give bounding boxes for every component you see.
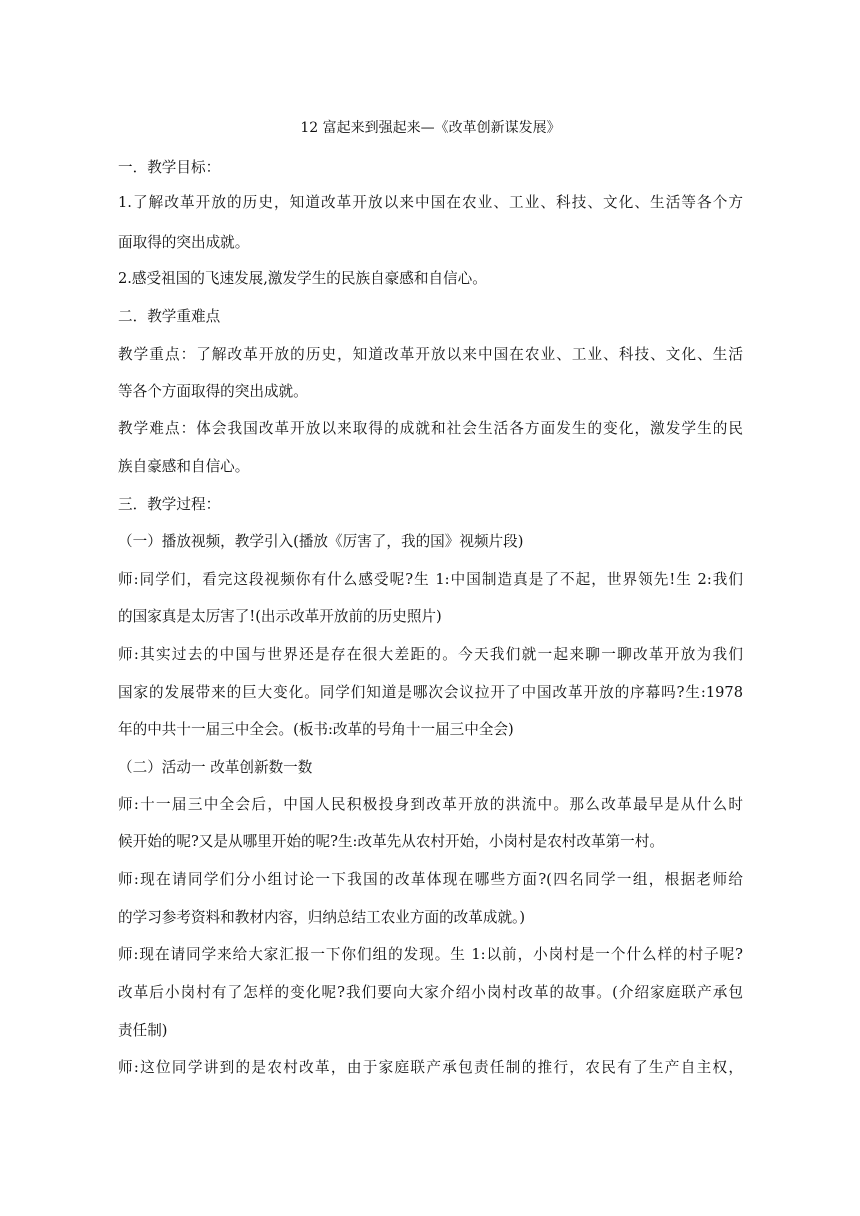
paragraph-line: 国家的发展带来的巨大变化。同学们知道是哪次会议拉开了中国改革开放的序幕吗?生:1978 bbox=[118, 684, 743, 701]
paragraph-line: 的学习参考资料和教材内容，归纳总结工农业方面的改革成就。) bbox=[118, 909, 526, 926]
paragraph-line: 等各个方面取得的突出成就。 bbox=[118, 383, 308, 400]
paragraph-line: 改革后小岗村有了怎样的变化呢?我们要向大家介绍小岗村改革的故事。(介绍家庭联产承包 bbox=[118, 984, 743, 1001]
paragraph-line: 的国家真是太厉害了!(出示改革开放前的历史照片) bbox=[118, 608, 442, 625]
document-title: 12 富起来到强起来—《改革创新谋发展》 bbox=[300, 120, 561, 136]
paragraph-line: 师:现在请同学来给大家汇报一下你们组的发现。生 1:以前，小岗村是一个什么样的村子呢? bbox=[118, 946, 743, 963]
paragraph-line: 教学难点：体会我国改革开放以来取得的成就和社会生活各方面发生的变化，激发学生的民 bbox=[118, 420, 743, 437]
heading-process: 三．教学过程： bbox=[118, 496, 221, 513]
paragraph-line: 族自豪感和自信心。 bbox=[118, 458, 250, 475]
heading-key-points: 二．教学重难点 bbox=[118, 308, 221, 325]
paragraph-line: 师:同学们，看完这段视频你有什么感受呢?生 1:中国制造真是了不起，世界领先!生 2:我们 bbox=[118, 571, 743, 588]
paragraph-line: 候开始的呢?又是从哪里开始的呢?生:改革先从农村开始，小岗村是农村改革第一村。 bbox=[118, 833, 664, 850]
paragraph-line: 1.了解改革开放的历史，知道改革开放以来中国在农业、工业、科技、文化、生活等各个方 bbox=[118, 194, 743, 211]
paragraph-line: 师:十一届三中全会后，中国人民积极投身到改革开放的洪流中。那么改革最早是从什么时 bbox=[118, 796, 743, 813]
paragraph-line: 2.感受祖国的飞速发展,激发学生的民族自豪感和自信心。 bbox=[118, 270, 487, 287]
paragraph-line: 师:这位同学讲到的是农村改革，由于家庭联产承包责任制的推行，农民有了生产自主权， bbox=[118, 1059, 743, 1076]
subheading-part-one: （一）播放视频，教学引入(播放《厉害了，我的国》视频片段) bbox=[118, 533, 524, 550]
subheading-activity-one: （二）活动一 改革创新数一数 bbox=[118, 759, 313, 776]
paragraph-line: 师:其实过去的中国与世界还是存在很大差距的。今天我们就一起来聊一聊改革开放为我们 bbox=[118, 646, 743, 663]
paragraph-line: 年的中共十一届三中全会。(板书:改革的号角十一届三中全会) bbox=[118, 721, 514, 738]
paragraph-line: 责任制) bbox=[118, 1022, 168, 1039]
paragraph-line: 师:现在请同学们分小组讨论一下我国的改革体现在哪些方面?(四名同学一组，根据老师给 bbox=[118, 871, 743, 888]
paragraph-line: 面取得的突出成就。 bbox=[118, 234, 250, 251]
paragraph-line: 教学重点：了解改革开放的历史，知道改革开放以来中国在农业、工业、科技、文化、生活 bbox=[118, 346, 743, 363]
heading-objectives: 一．教学目标： bbox=[118, 159, 221, 176]
